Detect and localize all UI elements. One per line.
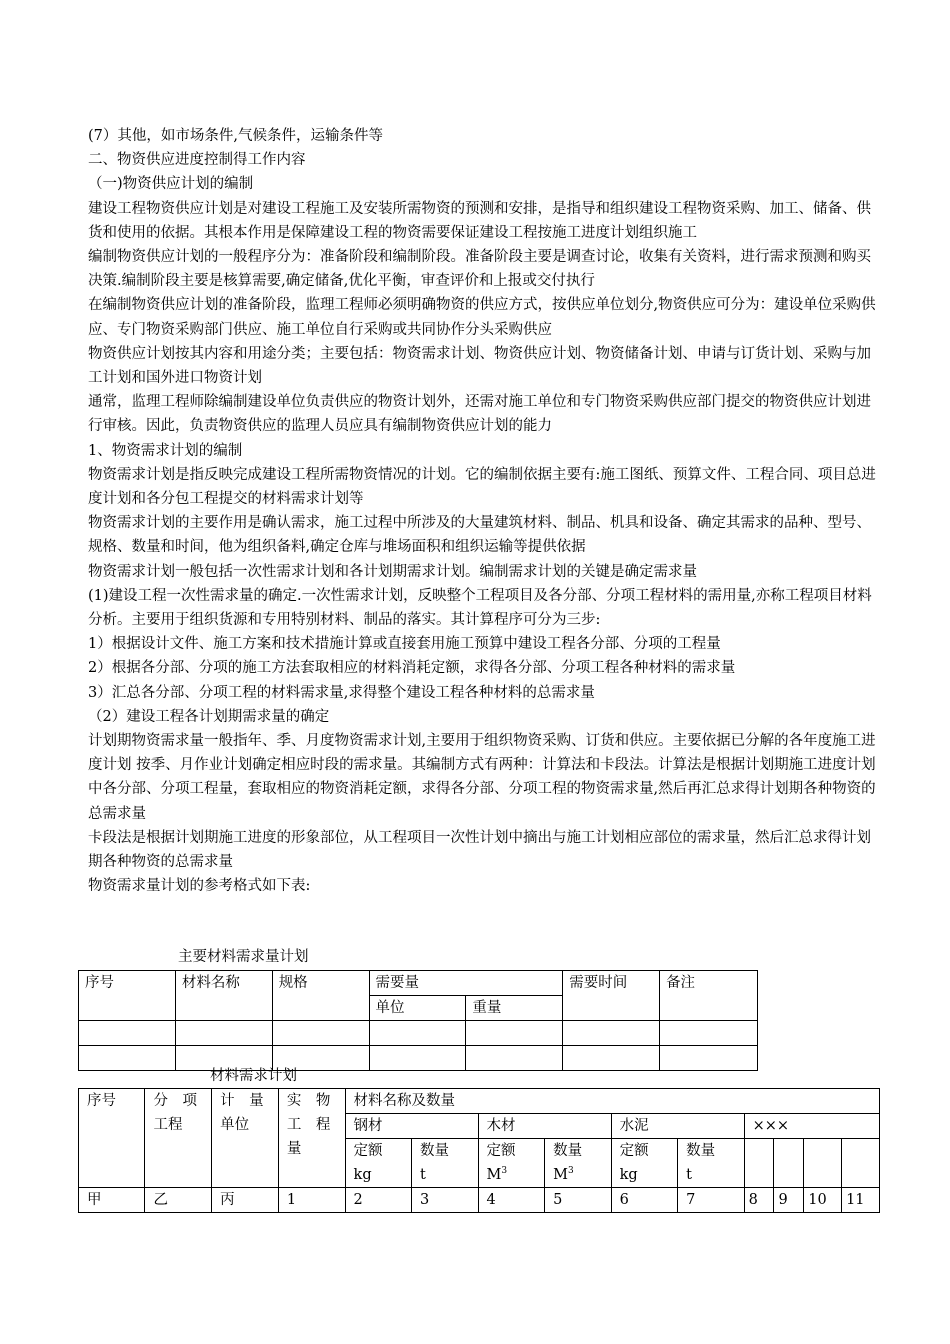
header-cell: 水泥 (611, 1114, 744, 1139)
header-cell: 计 量 单位 (212, 1089, 279, 1188)
body-text (88, 124, 882, 899)
table-cell: 10 (804, 1188, 842, 1213)
header-cell: 定额 $M^3$ (478, 1139, 545, 1188)
header-cell: 备注 (660, 971, 758, 1021)
table2-caption: 材料需求计划 (210, 1068, 297, 1084)
header-cell: 定额 kg (345, 1139, 412, 1188)
table-cell: 4 (478, 1188, 545, 1213)
header-cell: 数量 $M^3$ (545, 1139, 612, 1188)
header-cell: 单位 (369, 996, 466, 1021)
header-cell: 数量 t (412, 1139, 478, 1188)
list-item: 1）根据设计文件、施工方案和技术措施计算或直接套用施工预算中建设工程各分部、分项的工程量 (88, 636, 721, 653)
table-cell: 甲 (79, 1188, 145, 1213)
header-cell: 序号 (79, 971, 176, 1021)
table-row (79, 1021, 758, 1046)
paragraph: 建设工程物资供应计划是对建设工程施工及安装所需物资的预测和安排，是指导和组织建设工程物资采购、加工、储备、供货和使用的依据。其根本作用是保障建设工程的物资需要保证建设工程按施工进度计划组织施工 (88, 200, 871, 241)
header-cell: 序号 (79, 1089, 145, 1188)
header-cell: 规格 (272, 971, 369, 1021)
header-cell: 需要量 (369, 971, 563, 996)
paragraph: 物资需求计划的主要作用是确认需求，施工过程中所涉及的大量建筑材料、制品、机具和设备、确定其需求的品种、型号、规格、数量和时间，他为组织备料,确定仓库与堆场面积和组织运输等提供依据 (88, 515, 871, 556)
table-cell: 3 (412, 1188, 478, 1213)
header-cell: 分 项 工程 (145, 1089, 212, 1188)
header-cell: ××× (744, 1114, 879, 1139)
header-cell: 材料名称及数量 (345, 1089, 879, 1114)
section-heading: 二、物资供应进度控制得工作内容 (88, 152, 306, 169)
table-row (79, 1046, 758, 1071)
table-cell: 11 (842, 1188, 880, 1213)
paragraph: 编制物资供应计划的一般程序分为：准备阶段和编制阶段。准备阶段主要是调查讨论，收集有关资料，进行需求预测和购买决策.编制阶段主要是核算需要,确定储备,优化平衡，审查评价和上报或交付执行 (88, 249, 871, 290)
main-material-demand-table (78, 970, 758, 1071)
paragraph: 计划期物资需求量一般指年、季、月度物资需求计划,主要用于组织物资采购、订货和供应。主要依据已分解的各年度施工进度计划 按季、月作业计划确定相应时段的需求量。其编制方式有两种：计算法和卡段法。计算法是根据计划期施工进度计划中各分部、分项工程量，套取相应的物资消耗定额，求得各分部、分项工程的物资需求量,然后再汇总求得计划期各种物资的总需求量 (88, 733, 876, 822)
header-cell: 材料名称 (175, 971, 272, 1021)
paragraph: (1)建设工程一次性需求量的确定.一次性需求计划，反映整个工程项目及各分部、分项工程材料的需用量,亦称工程项目材料分析。主要用于组织货源和专用特别材料、制品的落实。其计算程序可分为三步: (88, 587, 872, 629)
table-cell: 5 (545, 1188, 612, 1213)
paragraph: 卡段法是根据计划期施工进度的形象部位，从工程项目一次性计划中摘出与施工计划相应部位的需求量，然后汇总求得计划期各种物资的总需求量 (88, 829, 871, 871)
header-cell: 重量 (466, 996, 563, 1021)
paragraph: （2）建设工程各计划期需求量的确定 (88, 708, 330, 725)
table-cell: 1 (278, 1188, 345, 1213)
paragraph: 通常，监理工程师除编制建设单位负责供应的物资计划外，还需对施工单位和专门物资采购供应部门提交的物资供应计划进行审核。因此，负责物资供应的监理人员应具有编制物资供应计划的能力 (88, 394, 871, 435)
list-item: 2）根据各分部、分项的施工方法套取相应的材料消耗定额，求得各分部、分项工程各种材料的需求量 (88, 660, 736, 677)
header-cell: 木材 (478, 1114, 611, 1139)
header-cell: 数量 t (678, 1139, 744, 1188)
table-cell: 8 (744, 1188, 774, 1213)
paragraph: 物资需求量计划的参考格式如下表: (88, 878, 311, 895)
subsection-heading: 1、物资需求计划的编制 (88, 442, 243, 459)
header-cell: 实 物 工 程 量 (278, 1089, 345, 1188)
paragraph: 物资需求计划是指反映完成建设工程所需物资情况的计划。它的编制依据主要有:施工图纸、预算文件、工程合同、项目总进度计划和各分包工程提交的材料需求计划等 (88, 466, 876, 508)
subsection-heading: （一)物资供应计划的编制 (88, 176, 254, 193)
paragraph: 在编制物资供应计划的准备阶段，监理工程师必须明确物资的供应方式，按供应单位划分,物资供应可分为：建设单位采购供应、专门物资采购部门供应、施工单位自行采购或共同协作分头采购供应 (88, 297, 876, 338)
table-cell: 乙 (145, 1188, 212, 1213)
table-cell: 7 (678, 1188, 744, 1213)
paragraph: 物资需求计划一般包括一次性需求计划和各计划期需求计划。编制需求计划的关键是确定需求量 (88, 563, 697, 580)
list-item: 3）汇总各分部、分项工程的材料需求量,求得整个建设工程各种材料的总需求量 (88, 684, 595, 701)
table-cell: 6 (611, 1188, 678, 1213)
table-cell: 丙 (212, 1188, 279, 1213)
header-cell: 钢材 (345, 1114, 478, 1139)
table-cell: 9 (774, 1188, 804, 1213)
table1-caption: 主要材料需求量计划 (178, 949, 309, 965)
table-cell: 2 (345, 1188, 412, 1213)
header-cell: 定额 kg (611, 1139, 678, 1188)
table-row (79, 1188, 880, 1213)
paragraph: (7）其他，如市场条件,气候条件，运输条件等 (88, 128, 383, 144)
material-demand-table (78, 1088, 880, 1213)
header-cell: 需要时间 (563, 971, 660, 1021)
paragraph: 物资供应计划按其内容和用途分类；主要包括：物资需求计划、物资供应计划、物资储备计划、申请与订货计划、采购与加工计划和国外进口物资计划 (88, 345, 871, 387)
